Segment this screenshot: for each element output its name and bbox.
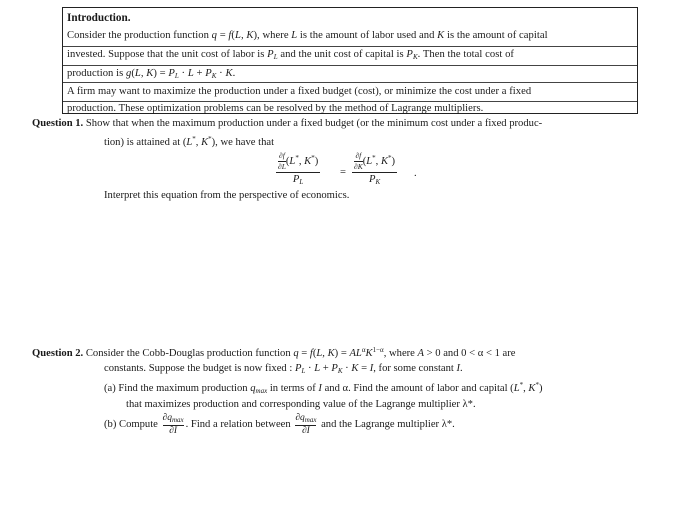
intro-line-4: A firm may want to maximize the production under a fixed budget (cost), or minimize the cost under a fixed	[67, 86, 532, 97]
intro-rule	[63, 101, 637, 102]
intro-rule	[63, 82, 637, 83]
question1-interpret: Interpret this equation from the perspective of economics.	[104, 190, 350, 201]
question1-line2: tion) is attained at (L*, K*), we have that	[104, 135, 275, 148]
part-b-suffix: and the Lagrange multiplier λ*.	[321, 418, 455, 430]
part-b-prefix: (b) Compute	[104, 418, 158, 430]
intro-line-1: Consider the production function q = f(L, K), where L is the amount of labor used and K is the amount of capital	[67, 30, 548, 41]
intro-line-3: production is g(L, $K) = P_L \cdot L + P_K \cdot K$.	[67, 68, 236, 80]
question2-part-a-line1: (a) Find the maximum production $q_{max}$ in terms of I and α. Find the amount of labor and capital (L*, K*)	[104, 381, 543, 395]
part-b-fraction-2: $\frac{\partial q_{max}}{\partial I}$	[295, 413, 317, 436]
part-b-mid: . Find a relation between	[185, 418, 291, 430]
question1-text-1: Show that when the maximum production under a fixed budget (or the minimum cost under a fixed produc-	[85, 118, 543, 129]
question2-line2: constants. Suppose the budget is now fixed : $P_L \cdot L + P_K \cdot K = I$, for some constant I.	[104, 363, 463, 375]
intro-rule	[63, 46, 637, 47]
question2-line1: Question 2. Consider the Cobb-Douglas production function q = f(L, $K) = AL^\alpha K^{1-\alpha}$, where A > 0 and 0 < α < 1 are	[32, 346, 516, 359]
equation-end: .	[414, 168, 417, 179]
question1-line1	[32, 118, 542, 129]
question2-part-a-line2: that maximizes production and corresponding value of the Lagrange multiplier λ*.	[126, 399, 476, 410]
equation-right-fraction: $\frac{\partial f}{\partial K}(L^*$, K*) $P_K$	[354, 151, 396, 186]
equation-left-fraction: $\frac{\partial f}{\partial L}(L^*$, K*) $P_L$	[278, 151, 319, 186]
question1-label: Question 1.	[32, 118, 84, 129]
part-b-fraction-1: $\frac{\partial q_{max}}{\partial I}$	[162, 413, 184, 436]
introduction-box	[62, 7, 638, 114]
intro-rule	[63, 65, 637, 66]
question2-label: Question 2.	[32, 348, 84, 359]
intro-line-2: invested. Suppose that the unit cost of labor is $P_L$ and the unit cost of capital is $P_K$. Then the total cost of	[67, 49, 514, 61]
question2-part-b	[104, 413, 455, 436]
introduction-title: Introduction.	[67, 12, 131, 24]
intro-line-5: production. These optimization problems can be resolved by the method of Lagrange multipliers.	[67, 103, 484, 114]
equation-equals: =	[340, 167, 346, 178]
